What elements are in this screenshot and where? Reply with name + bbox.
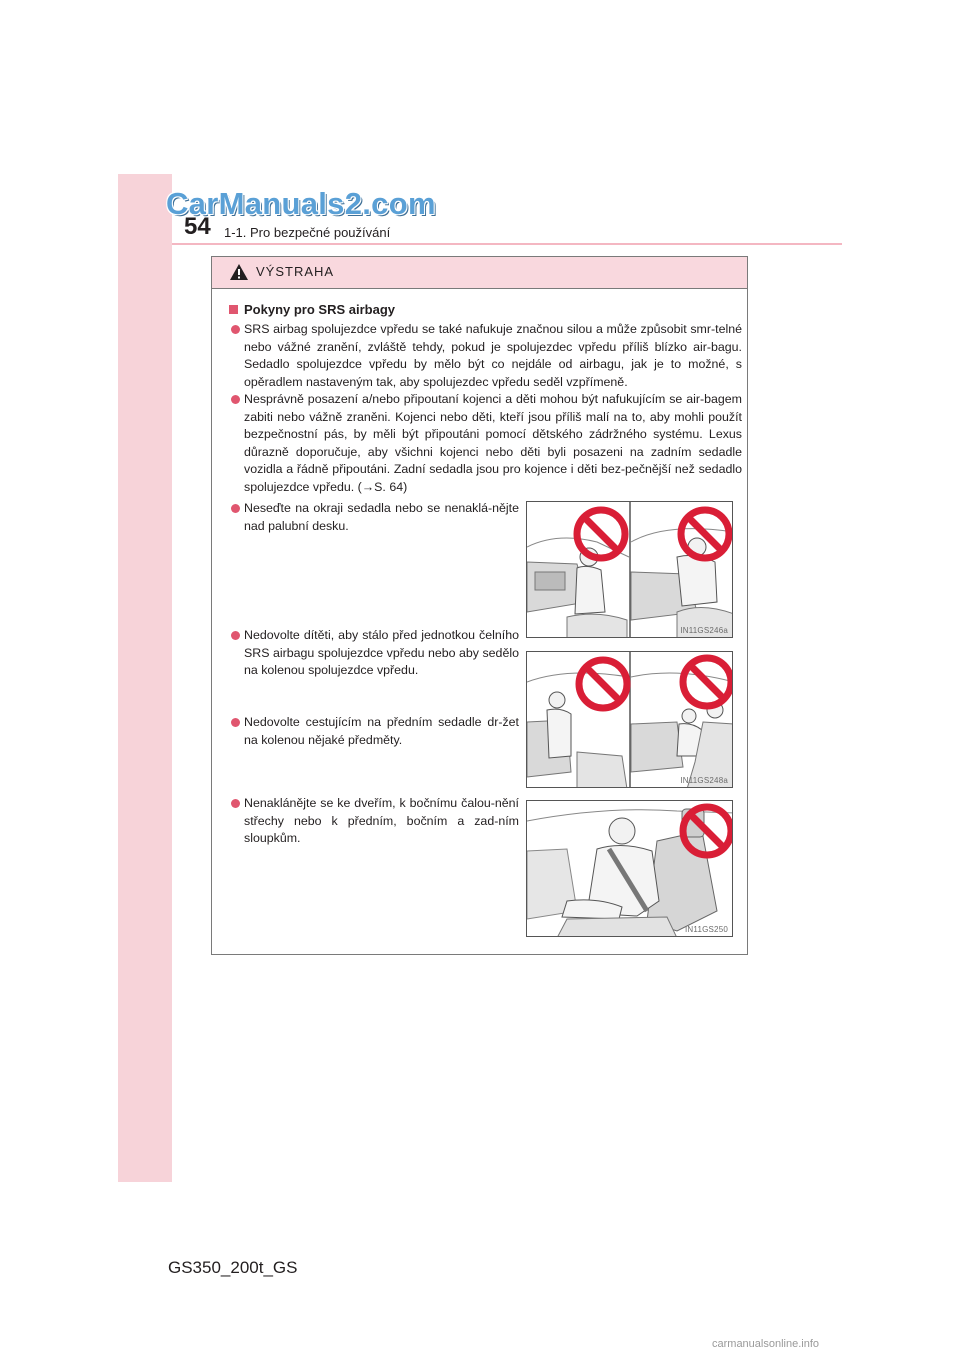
bullet-text: Neseďte na okraji sedadla nebo se nenaklá-nějte nad palubní desku. [244,501,519,533]
footer-model-code: GS350_200t_GS [168,1258,298,1277]
illustration-leaning-against-door [526,800,733,937]
bullet-item [244,321,742,391]
illustration-drawing [527,801,733,937]
warning-title: VÝSTRAHA [256,264,335,279]
warning-box [211,256,748,955]
section-title-text: Pokyny pro SRS airbagy [244,302,395,317]
illustration-drawing [527,502,733,638]
bullet-item [244,795,519,848]
bullet-text: SRS airbag spolujezdce vpředu se také nafukuje značnou silou a může způsobit smr-telné nebo vážné zranění, zvláště tehdy, pokud je spolujezdec vpředu příliš blízko air-bagu. Sedadlo spolujezdce vpředu by mělo být co nejdále od airbagu, jak je to možné, s opěradlem nastaveným tak, aby spolujezdec vpředu seděl vzpřímeně. [244,322,742,389]
bullet-dot-icon [231,504,240,513]
footer-watermark: carmanualsonline.info [712,1338,820,1350]
square-bullet-icon [229,305,238,314]
bullet-item [244,500,519,535]
bullet-text: Nedovolte cestujícím na předním sedadle dr-žet na kolenou nějaké předměty. [244,715,519,747]
bullet-dot-icon [231,718,240,727]
page-number: 54 [184,213,211,240]
warning-header [212,257,747,289]
bullet-item [244,391,742,496]
illustration-leaning-over-dashboard [526,501,733,638]
illustration-child-before-airbag [526,651,733,788]
warning-triangle-icon [229,263,249,281]
chapter-side-strip [118,174,172,1182]
illustration-code: IN11GS250 [684,925,728,934]
prohibited-icon [683,658,731,706]
section-title [229,302,395,317]
bullet-item [244,714,519,749]
illustration-drawing [527,652,733,788]
bullet-item [244,627,519,680]
bullet-text: Nedovolte dítěti, aby stálo před jednotkou čelního SRS airbagu spolujezdce vpředu nebo aby sedělo na kolenou spolujezdce vpředu. [244,628,519,677]
illustration-code: IN11GS246a [680,626,728,635]
watermark-logo: CarManuals2.com [166,186,436,221]
prohibited-icon [579,660,627,708]
bullet-text: Nenaklánějte se ke dveřím, k bočnímu čalou-nění střechy nebo k předním, bočním a zad-ním sloupkům. [244,796,519,845]
bullet-dot-icon [231,799,240,808]
bullet-dot-icon [231,325,240,334]
bullet-text: Nesprávně posazení a/nebo připoutaní kojenci a děti mohou být nafukujícím se air-bagem zabiti nebo vážně zraněni. Kojenci nebo děti, kteří jsou příliš malí na to, aby mohli použít bezpečnostní pás, by měli být připoutáni pomocí dětského zádržného systému. Lexus důrazně doporučuje, aby všichni kojenci nebo děti byli posazeni na zadním sedadle vozidla a řádně připoutáni. Zadní sedadla jsou pro kojence i děti bez-pečnější než sedadlo spolujezdce vpředu. (→S. 64) [244,392,742,494]
illustration-code: IN11GS248a [680,776,728,785]
prohibited-icon [577,510,625,558]
header-rule [172,243,842,245]
bullet-dot-icon [231,631,240,640]
bullet-dot-icon [231,395,240,404]
chapter-title: 1-1. Pro bezpečné používání [224,225,391,240]
